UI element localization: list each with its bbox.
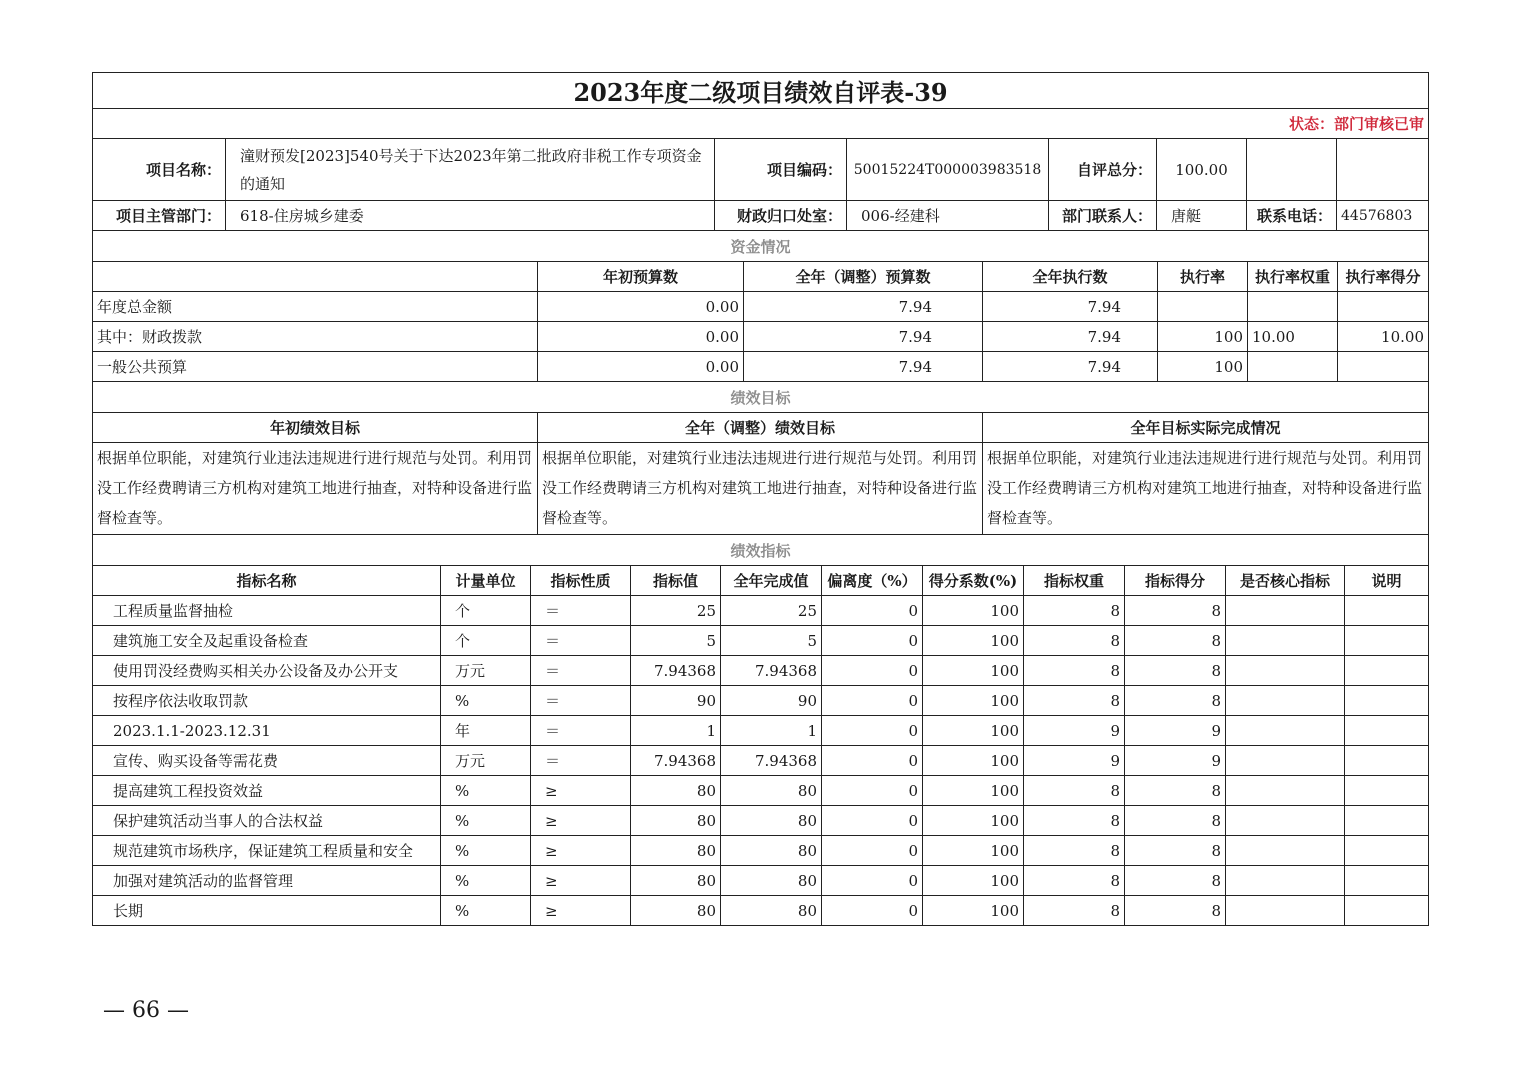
funds-header: 全年执行数	[983, 262, 1158, 292]
indicator-unit: %	[441, 836, 531, 866]
page-number: — 66 —	[103, 998, 189, 1023]
indicator-note	[1345, 686, 1429, 716]
project-code-label: 项目编码：	[715, 139, 847, 201]
funds-header: 全年（调整）预算数	[744, 262, 983, 292]
fund-adjusted: 7.94	[744, 292, 983, 322]
fund-adjusted: 7.94	[744, 352, 983, 382]
indicator-target: 7.94368	[631, 746, 721, 776]
table-row	[93, 686, 1429, 716]
table-row	[93, 806, 1429, 836]
indicator-nature: ＝	[531, 656, 631, 686]
indicator-deviation: 0	[822, 626, 923, 656]
indicator-actual: 80	[721, 866, 822, 896]
indicator-weight: 8	[1024, 656, 1125, 686]
indicator-nature: ＝	[531, 686, 631, 716]
indicator-score: 9	[1125, 716, 1226, 746]
adjusted-goal-text: 根据单位职能，对建筑行业违法违规进行进行规范与处罚。利用罚没工作经费聘请三方机构对建筑工地进行抽查，对特种设备进行监督检查等。	[538, 443, 983, 535]
indicator-core	[1226, 626, 1345, 656]
funds-header: 执行率权重	[1248, 262, 1338, 292]
goals-header: 全年（调整）绩效目标	[538, 413, 983, 443]
self-score-value: 100.00	[1157, 139, 1247, 201]
contact-value: 唐艇	[1157, 201, 1247, 231]
table-row	[93, 776, 1429, 806]
indicator-deviation: 0	[822, 866, 923, 896]
indicator-unit: 万元	[441, 656, 531, 686]
indicator-coef: 100	[923, 806, 1024, 836]
indicator-unit: %	[441, 686, 531, 716]
fund-rate	[1158, 292, 1248, 322]
fund-score	[1338, 292, 1429, 322]
indicator-weight: 8	[1024, 866, 1125, 896]
empty-cell	[1337, 139, 1429, 201]
indicator-note	[1345, 776, 1429, 806]
table-row	[93, 352, 1429, 382]
indicator-actual: 25	[721, 596, 822, 626]
indicator-coef: 100	[923, 896, 1024, 926]
indicator-score: 8	[1125, 896, 1226, 926]
indicator-name: 提高建筑工程投资效益	[93, 776, 441, 806]
indicator-name: 保护建筑活动当事人的合法权益	[93, 806, 441, 836]
goals-header: 全年目标实际完成情况	[983, 413, 1429, 443]
fund-executed: 7.94	[983, 352, 1158, 382]
table-row	[93, 322, 1429, 352]
indicator-score: 8	[1125, 596, 1226, 626]
indicator-target: 1	[631, 716, 721, 746]
status-text: 状态：部门审核已审	[93, 109, 1429, 139]
indicator-note	[1345, 656, 1429, 686]
table-row	[93, 866, 1429, 896]
indicator-target: 80	[631, 896, 721, 926]
indicator-actual: 5	[721, 626, 822, 656]
indicator-name: 规范建筑市场秩序，保证建筑工程质量和安全	[93, 836, 441, 866]
dept-value: 618-住房城乡建委	[226, 201, 715, 231]
project-code-value: 50015224T000003983518	[847, 139, 1049, 201]
indicator-unit: 年	[441, 716, 531, 746]
indicator-nature: ≥	[531, 866, 631, 896]
sheet-title: 2023年度二级项目绩效自评表-39	[93, 73, 1429, 109]
dept-label: 项目主管部门：	[93, 201, 226, 231]
empty-cell	[1247, 139, 1337, 201]
indicator-nature: ＝	[531, 626, 631, 656]
fund-weight	[1248, 292, 1338, 322]
indicator-deviation: 0	[822, 656, 923, 686]
indicator-unit: %	[441, 896, 531, 926]
table-row	[93, 746, 1429, 776]
indicator-nature: ＝	[531, 596, 631, 626]
indicator-note	[1345, 866, 1429, 896]
goals-section-title: 绩效目标	[93, 382, 1429, 413]
indicator-actual: 80	[721, 896, 822, 926]
fund-name: 其中：财政拨款	[93, 322, 538, 352]
indicator-name: 宣传、购买设备等需花费	[93, 746, 441, 776]
indicator-name: 建筑施工安全及起重设备检查	[93, 626, 441, 656]
goals-table	[92, 381, 1429, 535]
indicator-weight: 8	[1024, 836, 1125, 866]
indicator-header: 指标值	[631, 566, 721, 596]
fund-name: 一般公共预算	[93, 352, 538, 382]
indicator-coef: 100	[923, 686, 1024, 716]
indicator-score: 8	[1125, 686, 1226, 716]
funds-section-title: 资金情况	[93, 231, 1429, 262]
indicator-note	[1345, 806, 1429, 836]
indicator-coef: 100	[923, 596, 1024, 626]
actual-goal-text: 根据单位职能，对建筑行业违法违规进行进行规范与处罚。利用罚没工作经费聘请三方机构对建筑工地进行抽查，对特种设备进行监督检查等。	[983, 443, 1429, 535]
indicator-deviation: 0	[822, 596, 923, 626]
indicator-coef: 100	[923, 626, 1024, 656]
indicator-weight: 8	[1024, 686, 1125, 716]
evaluation-sheet	[92, 72, 1428, 926]
indicator-deviation: 0	[822, 716, 923, 746]
indicator-nature: ≥	[531, 896, 631, 926]
table-row	[93, 626, 1429, 656]
indicator-note	[1345, 626, 1429, 656]
table-row	[93, 596, 1429, 626]
indicator-name: 按程序依法收取罚款	[93, 686, 441, 716]
fund-rate: 100	[1158, 322, 1248, 352]
project-info-table	[92, 72, 1429, 231]
indicator-core	[1226, 896, 1345, 926]
indicator-header: 说明	[1345, 566, 1429, 596]
indicator-note	[1345, 836, 1429, 866]
indicator-core	[1226, 716, 1345, 746]
funds-header: 执行率	[1158, 262, 1248, 292]
indicator-nature: ≥	[531, 836, 631, 866]
indicator-unit: %	[441, 866, 531, 896]
indicator-unit: 万元	[441, 746, 531, 776]
fund-adjusted: 7.94	[744, 322, 983, 352]
indicator-target: 25	[631, 596, 721, 626]
indicator-deviation: 0	[822, 746, 923, 776]
fund-initial: 0.00	[538, 352, 744, 382]
indicator-coef: 100	[923, 836, 1024, 866]
indicator-coef: 100	[923, 656, 1024, 686]
indicator-actual: 1	[721, 716, 822, 746]
indicator-target: 5	[631, 626, 721, 656]
indicator-header: 是否核心指标	[1226, 566, 1345, 596]
indicator-actual: 7.94368	[721, 746, 822, 776]
table-row	[93, 836, 1429, 866]
indicator-actual: 80	[721, 776, 822, 806]
indicator-target: 80	[631, 836, 721, 866]
indicator-note	[1345, 896, 1429, 926]
initial-goal-text: 根据单位职能，对建筑行业违法违规进行进行规范与处罚。利用罚没工作经费聘请三方机构对建筑工地进行抽查，对特种设备进行监督检查等。	[93, 443, 538, 535]
indicator-actual: 90	[721, 686, 822, 716]
indicator-deviation: 0	[822, 806, 923, 836]
indicator-core	[1226, 746, 1345, 776]
indicator-unit: 个	[441, 596, 531, 626]
indicator-unit: 个	[441, 626, 531, 656]
indicator-core	[1226, 866, 1345, 896]
indicator-header: 指标得分	[1125, 566, 1226, 596]
project-name-label: 项目名称：	[93, 139, 226, 201]
indicator-score: 8	[1125, 656, 1226, 686]
indicator-target: 80	[631, 776, 721, 806]
indicator-core	[1226, 776, 1345, 806]
table-row	[93, 716, 1429, 746]
indicator-target: 90	[631, 686, 721, 716]
indicator-header: 指标权重	[1024, 566, 1125, 596]
indicator-name: 2023.1.1-2023.12.31	[93, 716, 441, 746]
indicator-actual: 80	[721, 806, 822, 836]
indicator-weight: 8	[1024, 776, 1125, 806]
goals-header: 年初绩效目标	[93, 413, 538, 443]
table-row	[93, 292, 1429, 322]
fund-weight	[1248, 352, 1338, 382]
table-row	[93, 896, 1429, 926]
indicator-header: 全年完成值	[721, 566, 822, 596]
indicator-name: 加强对建筑活动的监督管理	[93, 866, 441, 896]
fund-executed: 7.94	[983, 292, 1158, 322]
fund-score: 10.00	[1338, 322, 1429, 352]
indicator-core	[1226, 656, 1345, 686]
indicator-nature: ≥	[531, 806, 631, 836]
indicator-coef: 100	[923, 866, 1024, 896]
indicator-header: 偏离度（%）	[822, 566, 923, 596]
indicator-weight: 8	[1024, 626, 1125, 656]
indicator-coef: 100	[923, 746, 1024, 776]
indicator-score: 8	[1125, 866, 1226, 896]
funds-header-blank	[93, 262, 538, 292]
indicator-header: 指标名称	[93, 566, 441, 596]
indicator-note	[1345, 596, 1429, 626]
indicators-table	[92, 534, 1429, 926]
indicator-nature: ＝	[531, 716, 631, 746]
fund-initial: 0.00	[538, 292, 744, 322]
indicator-header: 计量单位	[441, 566, 531, 596]
indicator-name: 使用罚没经费购买相关办公设备及办公开支	[93, 656, 441, 686]
table-row	[93, 656, 1429, 686]
indicator-target: 7.94368	[631, 656, 721, 686]
indicator-deviation: 0	[822, 776, 923, 806]
indicators-section-title: 绩效指标	[93, 535, 1429, 566]
indicator-header: 得分系数(%)	[923, 566, 1024, 596]
indicator-target: 80	[631, 806, 721, 836]
contact-label: 部门联系人：	[1049, 201, 1157, 231]
office-value: 006-经建科	[847, 201, 1049, 231]
indicator-core	[1226, 836, 1345, 866]
fund-initial: 0.00	[538, 322, 744, 352]
fund-executed: 7.94	[983, 322, 1158, 352]
indicator-weight: 8	[1024, 896, 1125, 926]
indicator-deviation: 0	[822, 686, 923, 716]
indicator-core	[1226, 806, 1345, 836]
funds-header: 年初预算数	[538, 262, 744, 292]
indicator-note	[1345, 716, 1429, 746]
indicator-weight: 9	[1024, 716, 1125, 746]
indicator-score: 8	[1125, 836, 1226, 866]
indicator-score: 9	[1125, 746, 1226, 776]
funds-header: 执行率得分	[1338, 262, 1429, 292]
indicator-core	[1226, 596, 1345, 626]
fund-rate: 100	[1158, 352, 1248, 382]
indicator-name: 长期	[93, 896, 441, 926]
indicator-unit: %	[441, 776, 531, 806]
indicator-deviation: 0	[822, 896, 923, 926]
indicator-name: 工程质量监督抽检	[93, 596, 441, 626]
indicator-coef: 100	[923, 716, 1024, 746]
indicator-weight: 8	[1024, 596, 1125, 626]
fund-name: 年度总金额	[93, 292, 538, 322]
indicator-unit: %	[441, 806, 531, 836]
indicator-weight: 8	[1024, 806, 1125, 836]
funds-table	[92, 230, 1429, 382]
indicator-score: 8	[1125, 626, 1226, 656]
office-label: 财政归口处室：	[715, 201, 847, 231]
phone-label: 联系电话：	[1247, 201, 1337, 231]
indicator-header: 指标性质	[531, 566, 631, 596]
indicator-actual: 7.94368	[721, 656, 822, 686]
phone-value: 44576803	[1337, 201, 1429, 231]
fund-score	[1338, 352, 1429, 382]
self-score-label: 自评总分：	[1049, 139, 1157, 201]
indicator-actual: 80	[721, 836, 822, 866]
indicator-score: 8	[1125, 806, 1226, 836]
fund-weight: 10.00	[1248, 322, 1338, 352]
indicator-coef: 100	[923, 776, 1024, 806]
indicator-score: 8	[1125, 776, 1226, 806]
indicator-deviation: 0	[822, 836, 923, 866]
indicator-target: 80	[631, 866, 721, 896]
indicator-core	[1226, 686, 1345, 716]
project-name-value: 潼财预发[2023]540号关于下达2023年第二批政府非税工作专项资金的通知	[226, 139, 715, 201]
indicator-note	[1345, 746, 1429, 776]
indicator-nature: ＝	[531, 746, 631, 776]
indicator-weight: 9	[1024, 746, 1125, 776]
indicator-nature: ≥	[531, 776, 631, 806]
